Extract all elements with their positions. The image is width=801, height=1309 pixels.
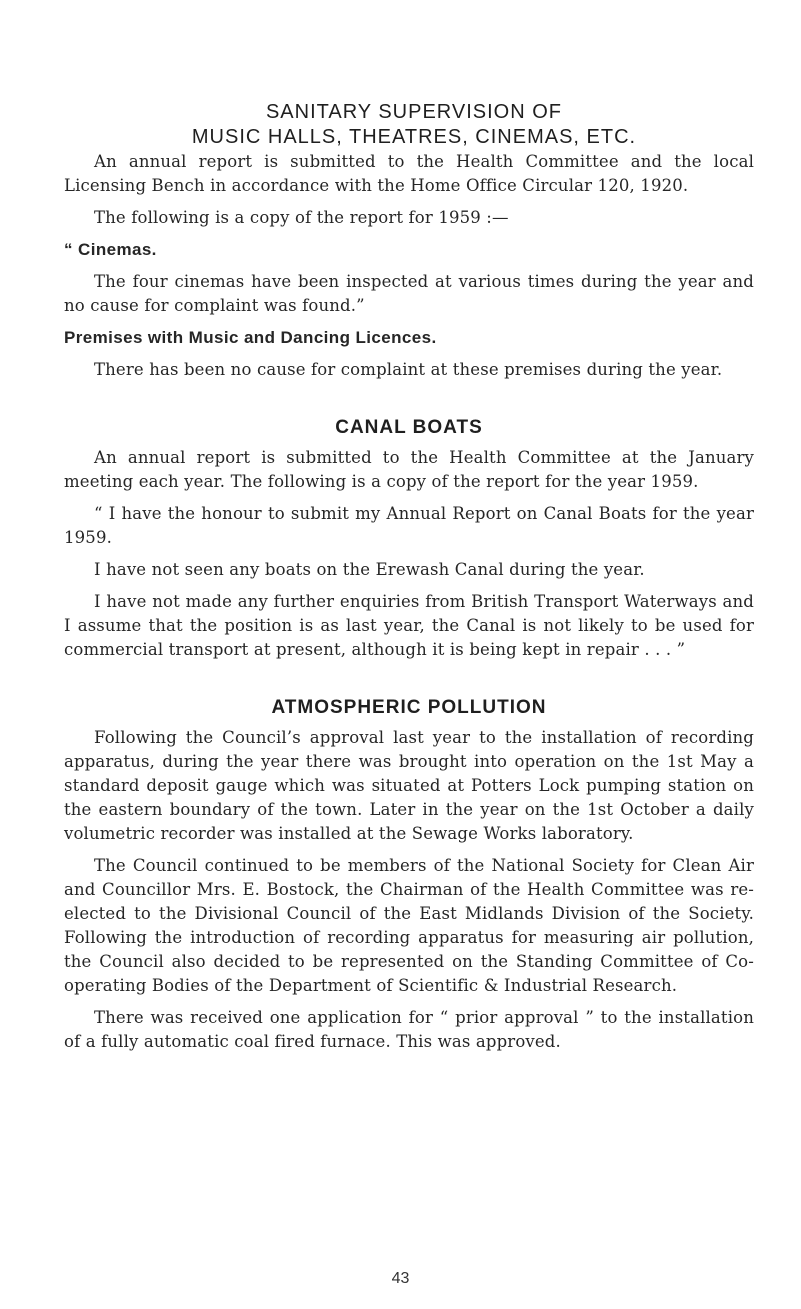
atmospheric-paragraph-3: There was received one application for “ prior approval ” to the installation of a fully automatic coal fired furnace. This was approved. bbox=[64, 1008, 754, 1051]
sanitary-paragraph-2: The following is a copy of the report for 1959 :— bbox=[94, 208, 509, 227]
atmospheric-pollution-heading: ATMOSPHERIC POLLUTION bbox=[271, 697, 547, 718]
page-title bbox=[64, 100, 754, 150]
premises-subheading: Premises with Music and Dancing Licences. bbox=[64, 328, 437, 347]
premises-paragraph: There has been no cause for complaint at these premises during the year. bbox=[94, 360, 723, 379]
canal-paragraph-4: I have not made any further enquiries from British Transport Waterways and I assume that the position is as last year, the Canal is not likely to be used for commercial transport at present, although it is being kept in repair . . . ” bbox=[64, 592, 754, 659]
title-line-1: SANITARY SUPERVISION OF bbox=[265, 101, 563, 123]
page-number: 43 bbox=[391, 1270, 410, 1287]
canal-boats-heading: CANAL BOATS bbox=[335, 417, 483, 438]
canal-paragraph-3: I have not seen any boats on the Erewash Canal during the year. bbox=[94, 560, 645, 579]
sanitary-paragraph-1: An annual report is submitted to the Health Committee and the local Licensing Bench in accordance with the Home Office Circular 120, 1920. bbox=[64, 152, 754, 195]
title-line-2: MUSIC HALLS, THEATRES, CINEMAS, ETC. bbox=[191, 126, 637, 148]
atmospheric-paragraph-1: Following the Council’s approval last year to the installation of recording apparatus, during the year there was brought into operation on the 1st May a standard deposit gauge which was situated at Potters Lock pumping station on the eastern boundary of the town. Later in the year on the 1st October a daily volumetric recorder was installed at the Sewage Works laboratory. bbox=[64, 728, 754, 843]
canal-paragraph-2: “ I have the honour to submit my Annual Report on Canal Boats for the year 1959. bbox=[64, 504, 754, 547]
cinemas-subheading: “ Cinemas. bbox=[64, 240, 157, 259]
atmospheric-paragraph-2: The Council continued to be members of the National Society for Clean Air and Councillor Mrs. E. Bostock, the Chairman of the Health Committee was re-elected to the Divisional Council of the East Midlands Division of the Society. Following the introduction of recording apparatus for measuring air pollution, the Council also decided to be represented on the Standing Committee of Co-operating Bodies of the Department of Scientific & Industrial Research. bbox=[64, 856, 754, 995]
canal-paragraph-1: An annual report is submitted to the Health Committee at the January meeting each year. The following is a copy of the report for the year 1959. bbox=[64, 448, 754, 491]
text-column bbox=[64, 100, 754, 1054]
cinemas-paragraph: The four cinemas have been inspected at various times during the year and no cause for complaint was found.” bbox=[64, 272, 754, 315]
